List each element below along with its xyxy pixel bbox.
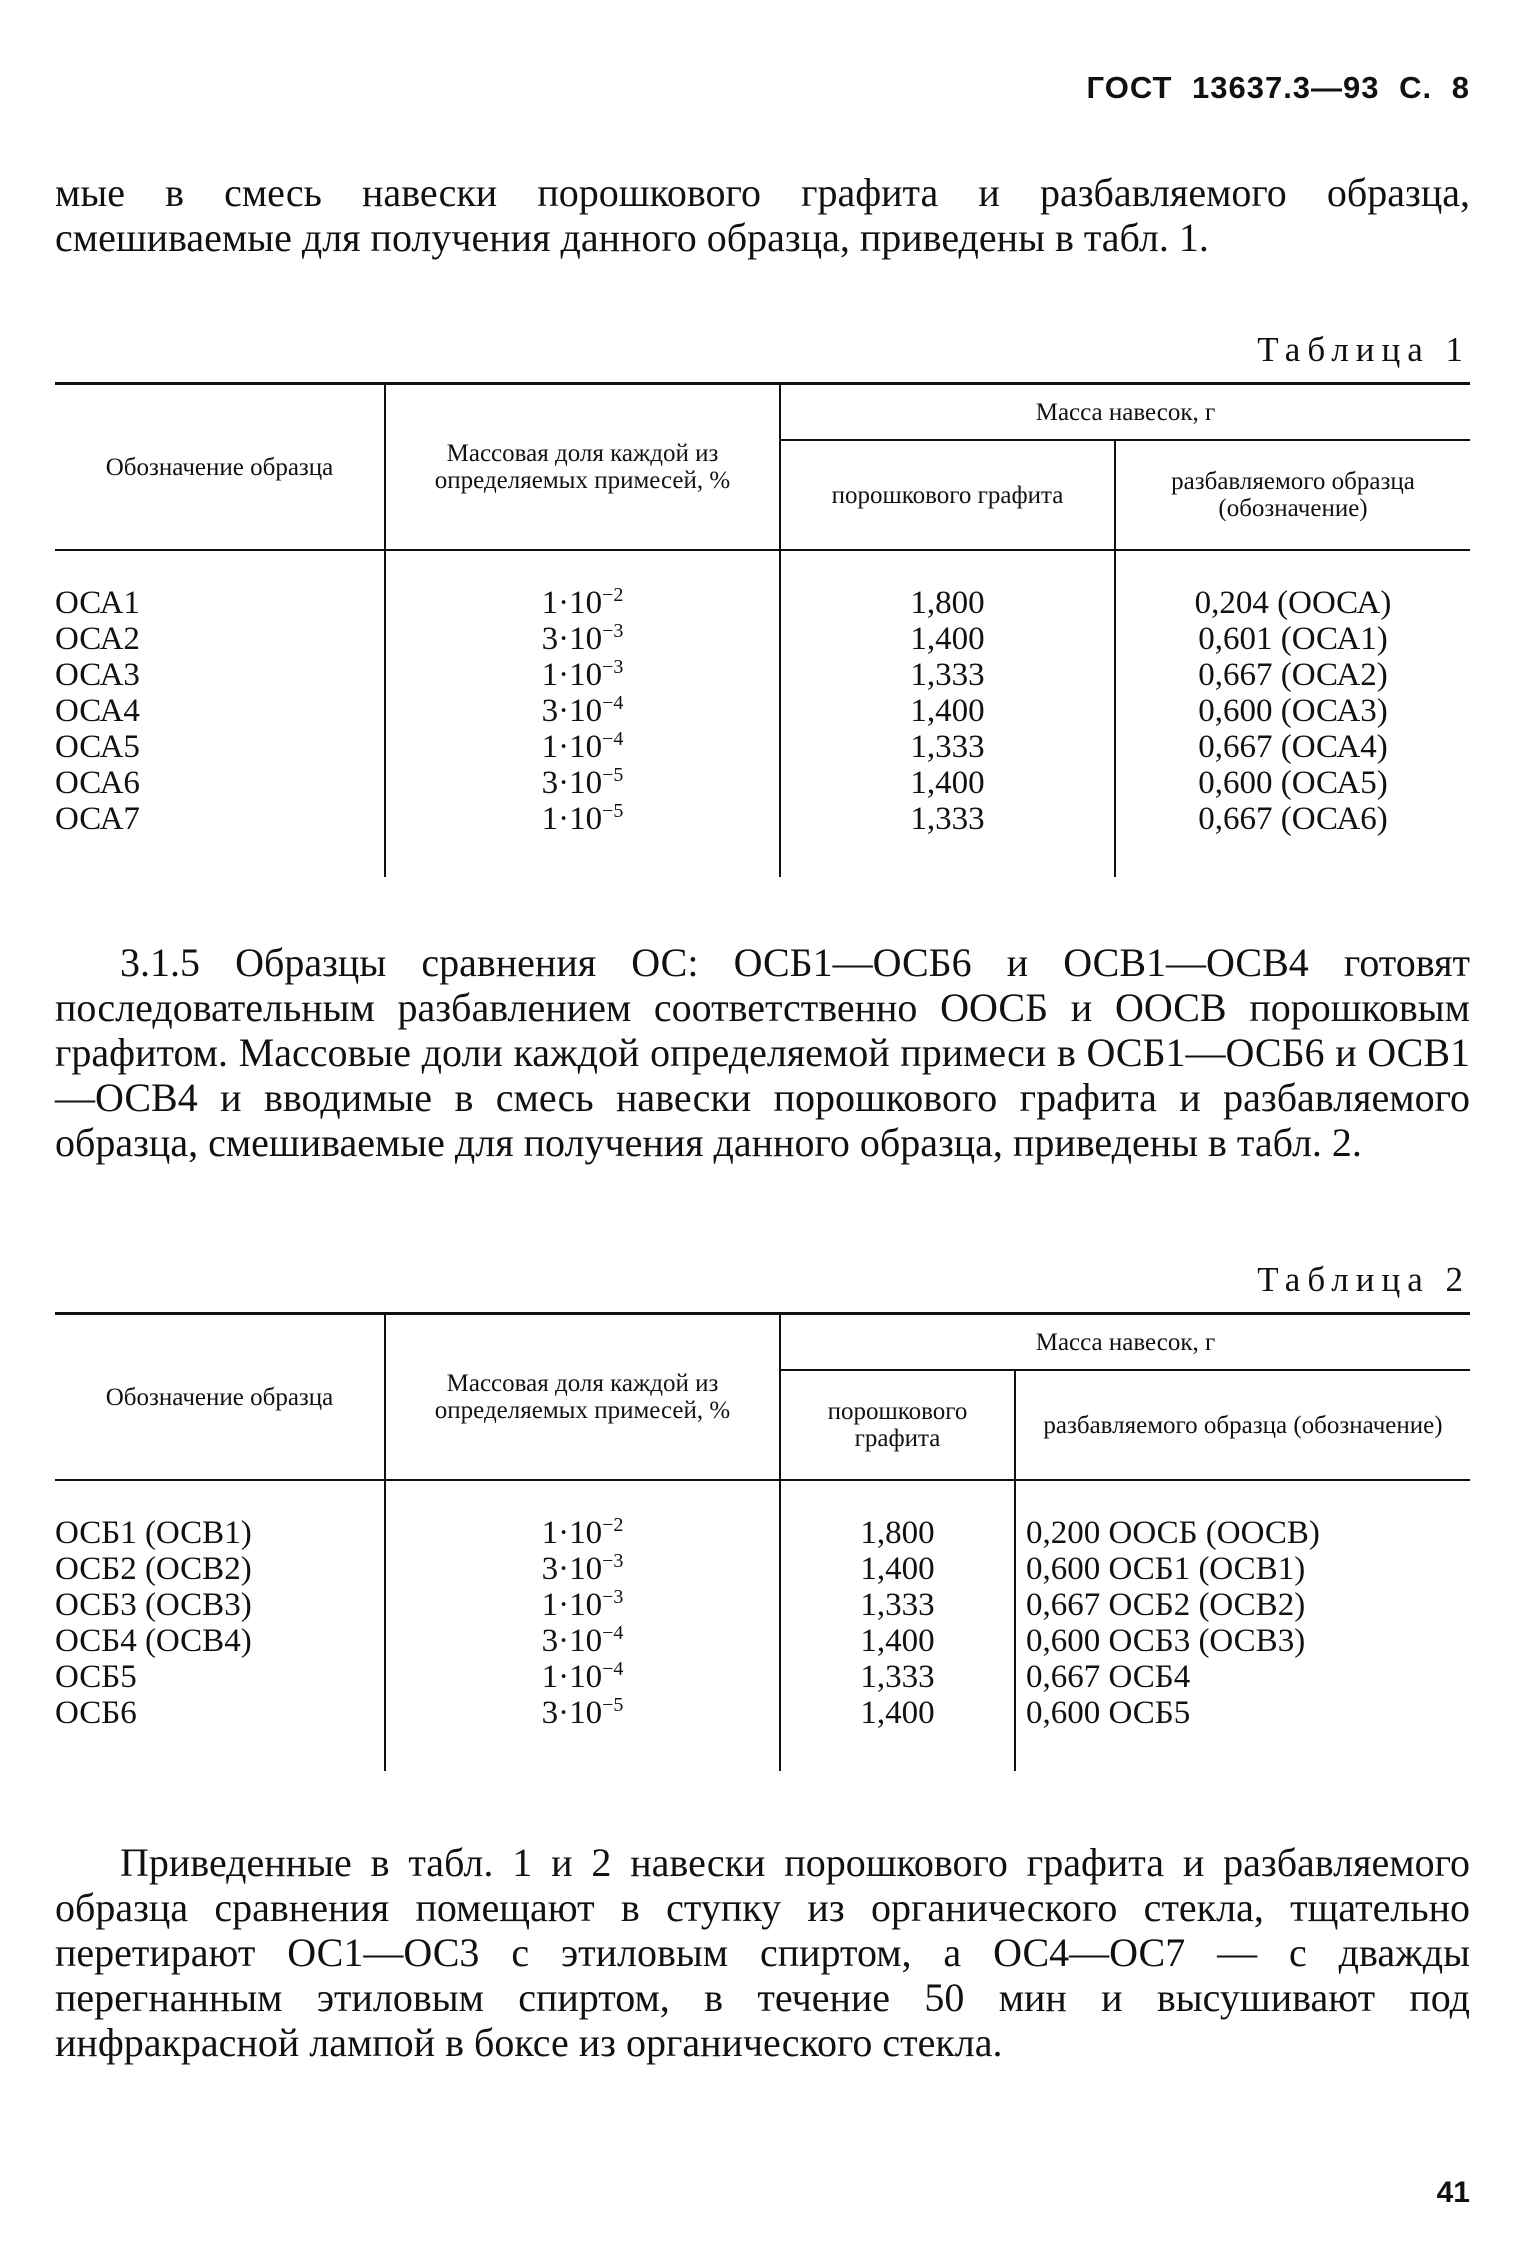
mass-fraction-exponent: −4: [602, 728, 624, 750]
sample-designation: ОСА1: [55, 585, 140, 621]
table-row: [55, 693, 1470, 729]
table-row: [55, 765, 1470, 801]
mass-fraction: [385, 1659, 780, 1695]
table-row: [55, 657, 1470, 693]
mass-fraction-mantissa: 3·10: [541, 621, 603, 657]
paragraph-intro: мые в смесь навески порошкового графита и разбавляемого образца, смешиваемые для получения данного образца, приведены в табл. 1.: [55, 170, 1470, 260]
table-row: [55, 1515, 1470, 1551]
graphite-mass: 1,800: [780, 1515, 1015, 1551]
diluted-sample-mass: 0,600 ОСБ5: [1015, 1695, 1470, 1731]
mass-fraction: [385, 1551, 780, 1587]
diluted-sample-mass: 0,600 ОСБ1 (ОСВ1): [1015, 1551, 1470, 1587]
mass-fraction-exponent: −3: [602, 1586, 624, 1608]
sample-designation: ОСА2: [55, 621, 140, 657]
mass-fraction: [385, 1623, 780, 1659]
table-row: [55, 1659, 1470, 1695]
graphite-mass: 1,333: [780, 801, 1115, 837]
table-1-header-designation: Обозначение образца: [55, 384, 385, 551]
table-1: [55, 382, 1470, 877]
graphite-mass: 1,400: [780, 621, 1115, 657]
paragraph-mixing-procedure: Приведенные в табл. 1 и 2 навески порошкового графита и разбавляемого образца сравнения помещают в ступку из органического стекла, тщательно перетирают ОС1—ОС3 с этиловым спиртом, а ОС4—ОС7 — с дважды перегнанным этиловым спиртом, в течение 50 мин и высушивают под инфракрасной лампой в боксе из органического стекла.: [55, 1840, 1470, 2065]
table-row: [55, 729, 1470, 765]
mass-fraction-mantissa: 3·10: [541, 1551, 603, 1587]
mass-fraction-exponent: −4: [602, 692, 624, 714]
mass-fraction-mantissa: 1·10: [541, 1515, 603, 1551]
mass-fraction: [385, 765, 780, 801]
mass-fraction-exponent: −5: [602, 800, 624, 822]
diluted-sample-mass: 0,600 (ОСА5): [1115, 765, 1470, 801]
diluted-sample-mass: 0,667 (ОСА6): [1115, 801, 1470, 837]
sample-designation: ОСА5: [55, 729, 140, 765]
mass-fraction: [385, 801, 780, 837]
mass-fraction: [385, 729, 780, 765]
graphite-mass: 1,400: [780, 765, 1115, 801]
mass-fraction-mantissa: 1·10: [541, 657, 603, 693]
sample-designation: ОСБ1 (ОСВ1): [55, 1515, 252, 1551]
mass-fraction: [385, 621, 780, 657]
sample-designation: ОСА7: [55, 801, 140, 837]
graphite-mass: 1,333: [780, 729, 1115, 765]
page-header: ГОСТ 13637.3—93 С. 8: [1086, 70, 1470, 105]
mass-fraction-exponent: −4: [602, 1658, 624, 1680]
mass-fraction-mantissa: 1·10: [541, 1659, 603, 1695]
sample-designation: ОСА3: [55, 657, 140, 693]
table-2-body: [55, 1480, 1470, 1771]
diluted-sample-mass: 0,667 (ОСА2): [1115, 657, 1470, 693]
sample-designation: ОСА4: [55, 693, 140, 729]
table-2-caption: Таблица 2: [1257, 1260, 1470, 1299]
graphite-mass: 1,333: [780, 1659, 1015, 1695]
diluted-sample-mass: 0,600 (ОСА3): [1115, 693, 1470, 729]
diluted-sample-mass: 0,600 ОСБ3 (ОСВ3): [1015, 1623, 1470, 1659]
mass-fraction-exponent: −4: [602, 1622, 624, 1644]
graphite-mass: 1,333: [780, 657, 1115, 693]
table-row: [55, 1623, 1470, 1659]
graphite-mass: 1,400: [780, 1695, 1015, 1731]
mass-fraction-mantissa: 3·10: [541, 1695, 603, 1731]
table-2-header-sample-mass: Масса навесок, г: [780, 1314, 1470, 1371]
sample-designation: ОСА6: [55, 765, 140, 801]
mass-fraction-exponent: −5: [602, 1694, 624, 1716]
mass-fraction-exponent: −2: [602, 1514, 624, 1536]
mass-fraction-exponent: −3: [602, 620, 624, 642]
diluted-sample-mass: 0,204 (ООСА): [1115, 585, 1470, 621]
graphite-mass: 1,400: [780, 1551, 1015, 1587]
mass-fraction: [385, 1515, 780, 1551]
table-row: [55, 801, 1470, 837]
mass-fraction: [385, 693, 780, 729]
table-2-header-mass-fraction: Массовая доля каждой из определяемых примесей, %: [385, 1314, 780, 1481]
table-row: [55, 621, 1470, 657]
diluted-sample-mass: 0,667 (ОСА4): [1115, 729, 1470, 765]
table-row: [55, 1551, 1470, 1587]
sample-designation: ОСБ3 (ОСВ3): [55, 1587, 252, 1623]
graphite-mass: 1,400: [780, 1623, 1015, 1659]
mass-fraction: [385, 1695, 780, 1731]
diluted-sample-mass: 0,667 ОСБ4: [1015, 1659, 1470, 1695]
mass-fraction-mantissa: 1·10: [541, 801, 603, 837]
diluted-sample-mass: 0,601 (ОСА1): [1115, 621, 1470, 657]
diluted-sample-mass: 0,667 ОСБ2 (ОСВ2): [1015, 1587, 1470, 1623]
mass-fraction: [385, 657, 780, 693]
paragraph-3-1-5: 3.1.5 Образцы сравнения ОС: ОСБ1—ОСБ6 и ОСВ1—ОСВ4 готовят последовательным разбавлением соответственно ООСБ и ООСВ порошковым графитом. Массовые доли каждой определяемой примеси в ОСБ1—ОСБ6 и ОСВ1—ОСВ4 и вводимые в смесь навески порошкового графита и разбавляемого образца, смешиваемые для получения данного образца, приведены в табл. 2.: [55, 940, 1470, 1165]
table-2-header-designation: Обозначение образца: [55, 1314, 385, 1481]
sample-designation: ОСБ2 (ОСВ2): [55, 1551, 252, 1587]
mass-fraction-mantissa: 3·10: [541, 1623, 603, 1659]
mass-fraction-mantissa: 3·10: [541, 693, 603, 729]
mass-fraction-exponent: −3: [602, 656, 624, 678]
table-1-header-mass-fraction: Массовая доля каждой из определяемых примесей, %: [385, 384, 780, 551]
mass-fraction: [385, 1587, 780, 1623]
sample-designation: ОСБ4 (ОСВ4): [55, 1623, 252, 1659]
document-page: [55, 60, 1470, 2210]
table-1-body: [55, 550, 1470, 877]
mass-fraction-mantissa: 1·10: [541, 729, 603, 765]
graphite-mass: 1,400: [780, 693, 1115, 729]
sample-designation: ОСБ6: [55, 1695, 137, 1731]
table-1-header-sample-mass: Масса навесок, г: [780, 384, 1470, 441]
table-row: [55, 585, 1470, 621]
graphite-mass: 1,800: [780, 585, 1115, 621]
table-row: [55, 1695, 1470, 1731]
mass-fraction-mantissa: 1·10: [541, 1587, 603, 1623]
table-2: [55, 1312, 1470, 1771]
sample-designation: ОСБ5: [55, 1659, 137, 1695]
table-1-caption: Таблица 1: [1257, 330, 1470, 369]
diluted-sample-mass: 0,200 ООСБ (ООСВ): [1015, 1515, 1470, 1551]
table-row: [55, 1587, 1470, 1623]
table-2-header-graphite: порошкового графита: [780, 1370, 1015, 1480]
mass-fraction-exponent: −3: [602, 1550, 624, 1572]
graphite-mass: 1,333: [780, 1587, 1015, 1623]
mass-fraction-exponent: −2: [602, 584, 624, 606]
mass-fraction-exponent: −5: [602, 764, 624, 786]
table-1-header-diluted-sample: разбавляемого образца (обозначение): [1115, 440, 1470, 550]
mass-fraction-mantissa: 1·10: [541, 585, 603, 621]
table-2-header-diluted-sample: разбавляемого образца (обозначение): [1015, 1370, 1470, 1480]
mass-fraction: [385, 585, 780, 621]
mass-fraction-mantissa: 3·10: [541, 765, 603, 801]
page-number: 41: [1436, 2176, 1470, 2209]
table-1-header-graphite: порошкового графита: [780, 440, 1115, 550]
